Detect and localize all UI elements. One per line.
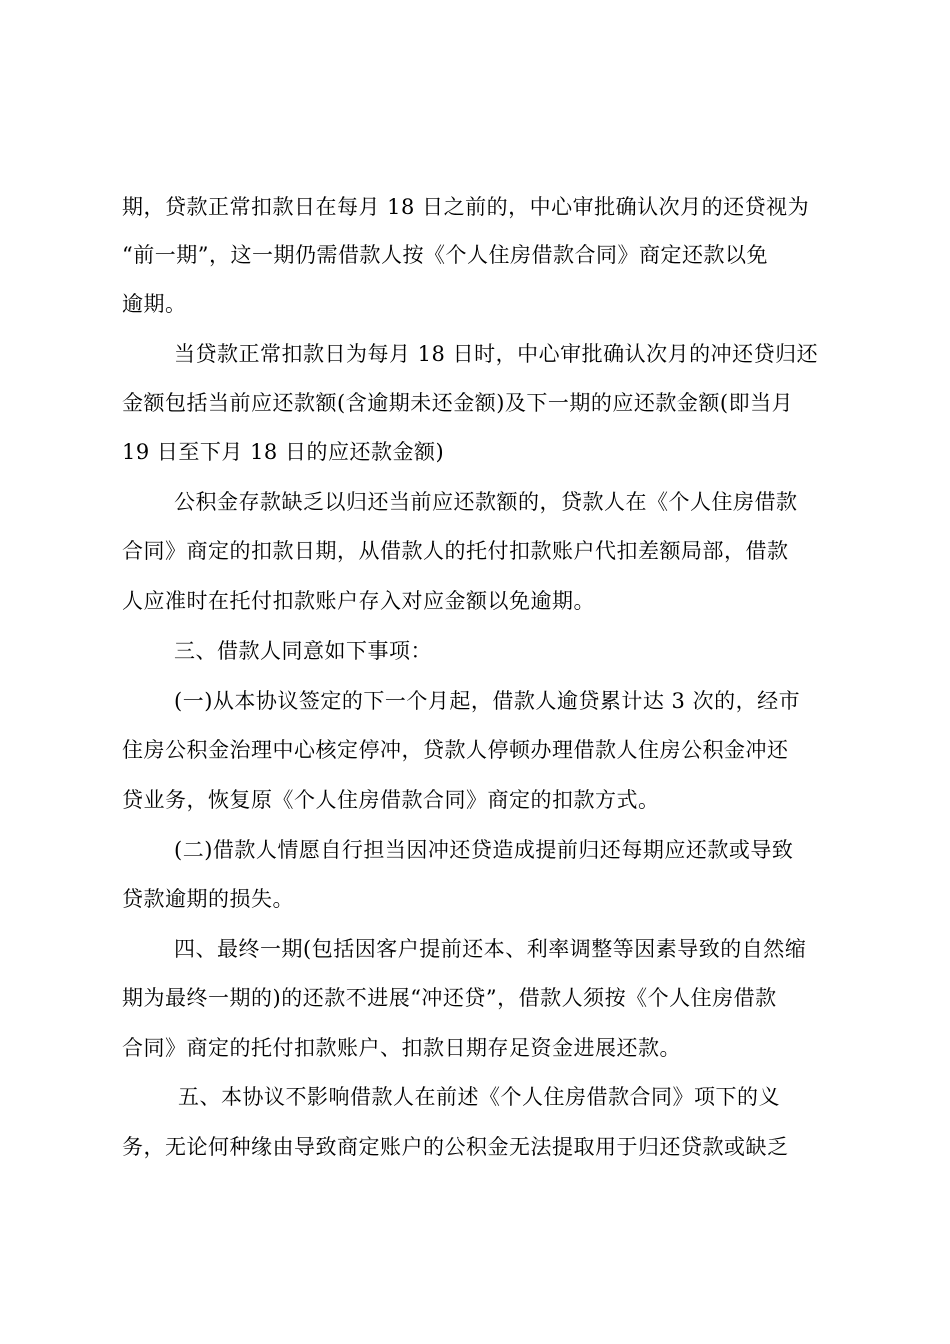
text-line-1: 期，贷款正常扣款日在每月 18 日之前的，中心审批确认次月的还贷视为	[122, 195, 810, 219]
text-line-5: 金额包括当前应还款额(含逾期未还金额)及下一期的应还款金额(即当月	[122, 391, 794, 415]
text-line-7: 公积金存款缺乏以归还当前应还款额的，贷款人在《个人住房借款	[174, 490, 798, 514]
text-line-18: 合同》商定的托付扣款账户、扣款日期存足资金进展还款。	[122, 1036, 681, 1060]
text-line-20: 务，无论何种缘由导致商定账户的公积金无法提取用于归还贷款或缺乏	[122, 1135, 789, 1159]
text-line-3: 逾期。	[122, 292, 187, 316]
text-line-11: (一)从本协议签定的下一个月起，借款人逾贷累计达 3 次的，经市	[174, 689, 801, 713]
text-line-19: 五、本协议不影响借款人在前述《个人住房借款合同》项下的义	[178, 1085, 780, 1109]
text-line-13: 贷业务，恢复原《个人住房借款合同》商定的扣款方式。	[122, 788, 660, 812]
text-line-10: 三、借款人同意如下事项：	[174, 639, 432, 663]
text-line-12: 住房公积金治理中心核定停冲，贷款人停顿办理借款人住房公积金冲还	[122, 738, 789, 762]
text-line-4: 当贷款正常扣款日为每月 18 日时，中心审批确认次月的冲还贷归还	[174, 342, 819, 366]
text-line-2: “前一期”，这一期仍需借款人按《个人住房借款合同》商定还款以免	[122, 243, 768, 267]
text-line-17: 期为最终一期的)的还款不进展“冲还贷”，借款人须按《个人住房借款	[122, 986, 777, 1010]
text-line-9: 人应准时在托付扣款账户存入对应金额以免逾期。	[122, 589, 595, 613]
text-line-14: (二)借款人情愿自行担当因冲还贷造成提前归还每期应还款或导致	[174, 838, 794, 862]
text-line-15: 贷款逾期的损失。	[122, 887, 294, 911]
text-line-16: 四、最终一期(包括因客户提前还本、利率调整等因素导致的自然缩	[174, 937, 807, 961]
text-line-8: 合同》商定的扣款日期，从借款人的托付扣款账户代扣差额局部，借款	[122, 539, 789, 563]
text-line-6: 19 日至下月 18 日的应还款金额)	[122, 440, 445, 464]
